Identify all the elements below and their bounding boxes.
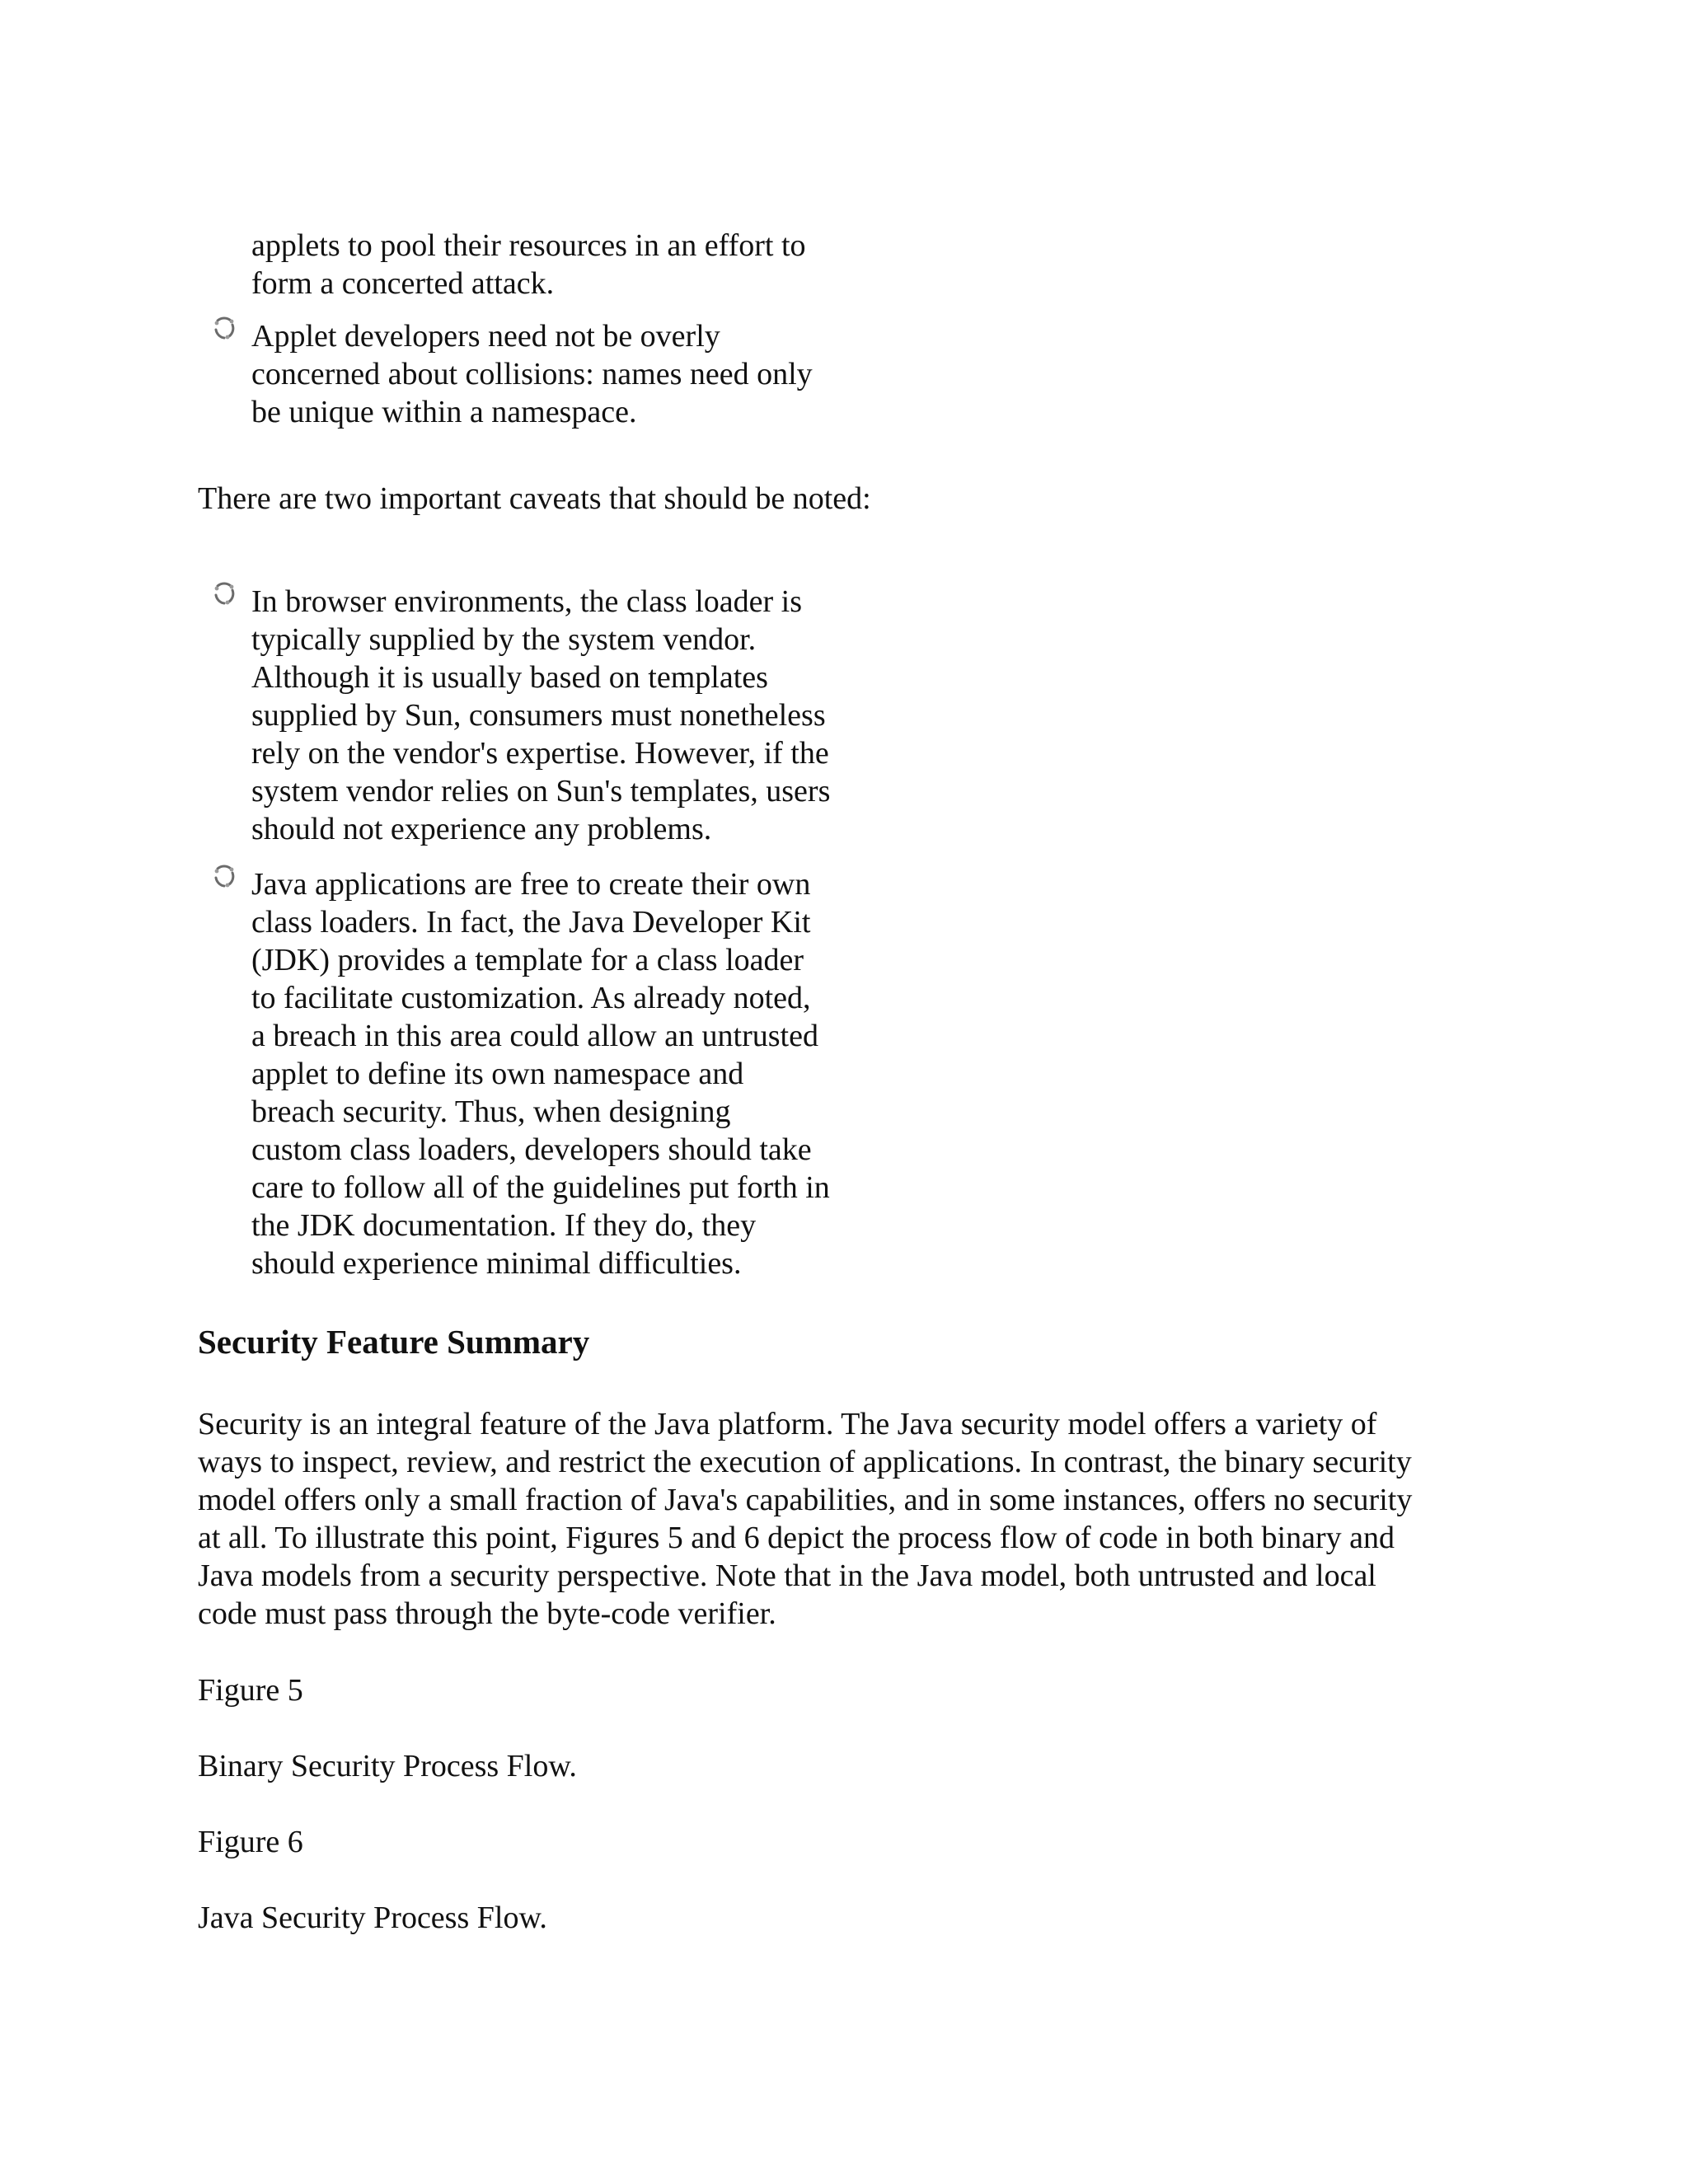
list-item-line: supplied by Sun, consumers must nonetheless bbox=[251, 698, 826, 733]
list-item-line: Applet developers need not be overly bbox=[251, 319, 720, 354]
paragraph-line: ways to inspect, review, and restrict the execution of applications. In contrast, the binary security bbox=[198, 1445, 1412, 1479]
spinner-bullet-icon bbox=[209, 313, 239, 343]
list-item-line: Java applications are free to create their own bbox=[251, 867, 811, 902]
body-text-line: form a concerted attack. bbox=[251, 266, 555, 301]
list-item-line: rely on the vendor's expertise. However, if the bbox=[251, 736, 829, 771]
list-item-line: be unique within a namespace. bbox=[251, 395, 637, 429]
list-item-line: the JDK documentation. If they do, they bbox=[251, 1208, 757, 1243]
list-item-line: should experience minimal difficulties. bbox=[251, 1246, 742, 1281]
list-item-line: class loaders. In fact, the Java Developer Kit bbox=[251, 905, 811, 940]
paragraph-line: code must pass through the byte-code verifier. bbox=[198, 1596, 776, 1631]
caveats-intro: There are two important caveats that should be noted: bbox=[198, 481, 871, 516]
list-item-line: should not experience any problems. bbox=[251, 812, 712, 846]
paragraph-line: at all. To illustrate this point, Figures 5 and 6 depict the process flow of code in both binary and bbox=[198, 1521, 1395, 1555]
figure-caption: Java Security Process Flow. bbox=[198, 1900, 547, 1935]
list-item-line: Although it is usually based on templates bbox=[251, 660, 768, 695]
figure-label: Figure 5 bbox=[198, 1673, 303, 1708]
list-item-line: (JDK) provides a template for a class loader bbox=[251, 943, 804, 977]
section-heading: Security Feature Summary bbox=[198, 1323, 590, 1361]
paragraph-line: model offers only a small fraction of Java's capabilities, and in some instances, offers no security bbox=[198, 1483, 1413, 1517]
list-item-line: concerned about collisions: names need only bbox=[251, 357, 813, 391]
list-item-line: breach security. Thus, when designing bbox=[251, 1094, 731, 1129]
body-text-line: applets to pool their resources in an effort to bbox=[251, 228, 806, 263]
list-item-line: system vendor relies on Sun's templates, users bbox=[251, 774, 831, 808]
paragraph-line: Security is an integral feature of the Java platform. The Java security model offers a variety of bbox=[198, 1407, 1377, 1441]
list-item-line: In browser environments, the class loader is bbox=[251, 584, 802, 619]
list-item-line: care to follow all of the guidelines put forth in bbox=[251, 1170, 830, 1205]
list-item-line: to facilitate customization. As already noted, bbox=[251, 981, 811, 1015]
figure-caption: Binary Security Process Flow. bbox=[198, 1749, 577, 1783]
paragraph-line: Java models from a security perspective. Note that in the Java model, both untrusted and local bbox=[198, 1558, 1376, 1593]
spinner-bullet-icon bbox=[209, 861, 239, 891]
list-item-line: applet to define its own namespace and bbox=[251, 1057, 744, 1091]
list-item-line: custom class loaders, developers should take bbox=[251, 1132, 812, 1167]
list-item-line: typically supplied by the system vendor. bbox=[251, 622, 757, 657]
figure-label: Figure 6 bbox=[198, 1825, 303, 1859]
spinner-bullet-icon bbox=[209, 579, 239, 608]
list-item-line: a breach in this area could allow an untrusted bbox=[251, 1019, 818, 1053]
